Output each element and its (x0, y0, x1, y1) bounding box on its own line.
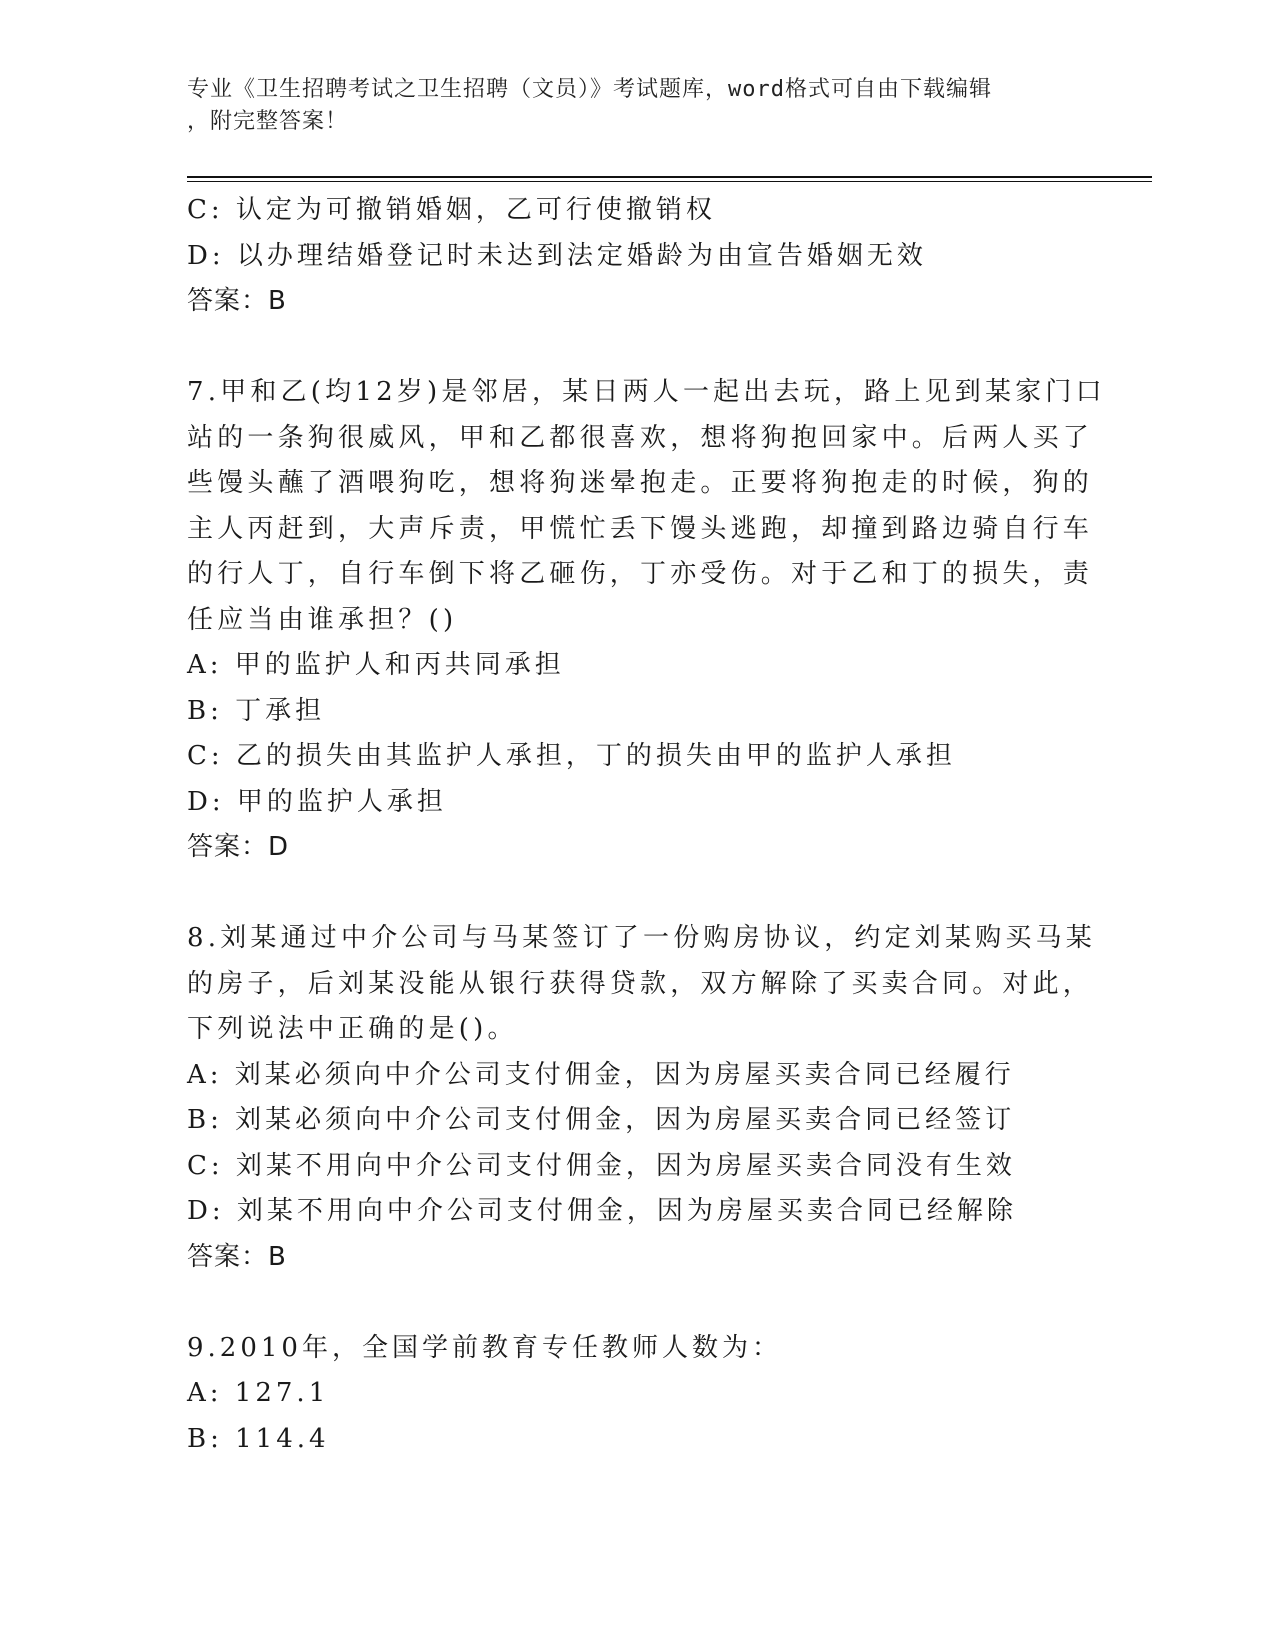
q7-option-a: A: 甲的监护人和丙共同承担 (187, 650, 565, 680)
q7-stem-line: 站的一条狗很威风，甲和乙都很喜欢，想将狗抱回家中。后两人买了 (187, 422, 1094, 453)
question-content (187, 188, 1106, 1462)
q6-option-d: D: 以办理结婚登记时未达到法定婚龄为由宣告婚姻无效 (187, 240, 927, 271)
q7-option-d: D: 甲的监护人承担 (187, 786, 447, 817)
q8-stem-line: 的房子，后刘某没能从银行获得贷款，双方解除了买卖合同。对此， (187, 968, 1094, 999)
question-8 (187, 916, 1097, 1280)
q6-option-c: C: 认定为可撤销婚姻，乙可行使撤销权 (187, 195, 716, 225)
q7-answer: 答案：D (187, 832, 290, 862)
spacer (187, 325, 1067, 371)
q7-stem-line: 主人丙赶到，大声斥责，甲慌忙丢下馒头逃跑，却撞到路边骑自行车 (187, 513, 1094, 544)
question-7 (187, 370, 1106, 871)
q7-option-c: C: 乙的损失由其监护人承担，丁的损失由甲的监护人承担 (187, 741, 956, 771)
q9-option-b: B: 114.4 (187, 1423, 330, 1454)
q8-stem-line: 8.刘某通过中介公司与马某签订了一份购房协议，约定刘某购买马某 (187, 923, 1097, 953)
q9-option-a: A: 127.1 (187, 1378, 330, 1408)
q8-stem-line: 下列说法中正确的是()。 (187, 1014, 518, 1044)
spacer (187, 871, 1067, 917)
q8-option-b: B: 刘某必须向中介公司支付佣金，因为房屋买卖合同已经签订 (187, 1105, 1016, 1135)
q7-stem-line: 任应当由谁承担？() (187, 604, 458, 635)
q7-stem-line: 7.甲和乙(均12岁)是邻居，某日两人一起出去玩，路上见到某家门口 (187, 377, 1106, 407)
header-divider-thin (187, 181, 1152, 182)
q7-stem-line: 些馒头蘸了酒喂狗吃，想将狗迷晕抱走。正要将狗抱走的时候，狗的 (187, 468, 1094, 498)
question-6-continued (187, 188, 1067, 325)
q8-answer: 答案：B (187, 1241, 287, 1272)
document-header (187, 74, 1067, 138)
q8-option-a: A: 刘某必须向中介公司支付佣金，因为房屋买卖合同已经履行 (187, 1059, 1015, 1090)
spacer (187, 1280, 1067, 1326)
q6-answer: 答案：B (187, 286, 287, 316)
q8-option-d: D: 刘某不用向中介公司支付佣金，因为房屋买卖合同已经解除 (187, 1196, 1017, 1226)
question-9 (187, 1326, 1067, 1463)
header-line-2: ，附完整答案！ (187, 109, 349, 134)
q7-option-b: B: 丁承担 (187, 695, 326, 726)
q8-option-c: C: 刘某不用向中介公司支付佣金，因为房屋买卖合同没有生效 (187, 1150, 1016, 1181)
header-divider-thick (187, 176, 1152, 178)
q9-stem: 9.2010年，全国学前教育专任教师人数为： (187, 1332, 782, 1363)
header-line-1: 专业《卫生招聘考试之卫生招聘（文员）》考试题库，word格式可自由下载编辑 (187, 77, 992, 102)
q7-stem-line: 的行人丁，自行车倒下将乙砸伤，丁亦受伤。对于乙和丁的损失，责 (187, 559, 1094, 589)
